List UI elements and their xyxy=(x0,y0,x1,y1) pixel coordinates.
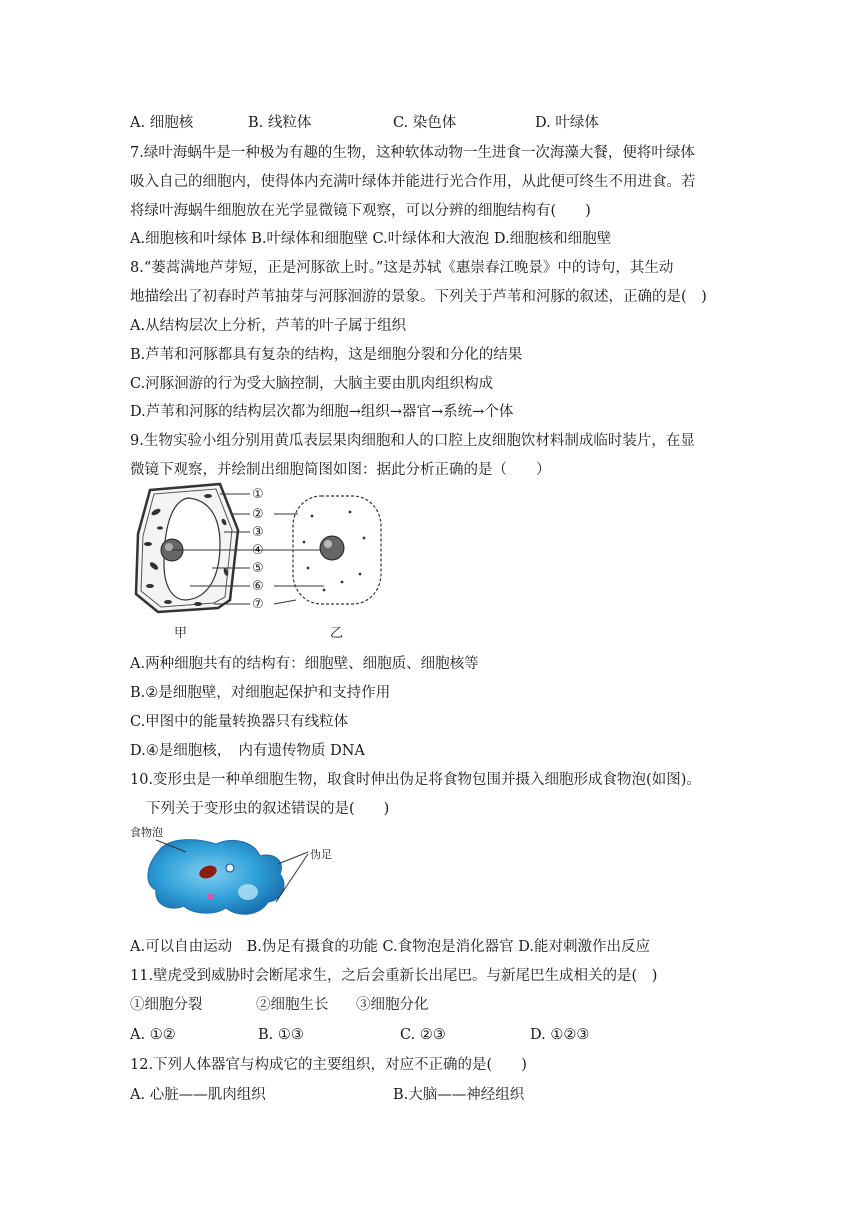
q7-stem-line-2: 吸入自己的细胞内，使得体内充满叶绿体并能进行光合作用，从此便可终生不用进食。若 xyxy=(130,174,696,190)
q12-option-a: A. 心脏——肌肉组织 xyxy=(130,1087,266,1103)
diagram-label-5: ⑤ xyxy=(252,561,264,576)
q6-option-d: D. 叶绿体 xyxy=(535,115,599,131)
amoeba-figure xyxy=(128,822,358,922)
q8-option-a: A.从结构层次上分析，芦苇的叶子属于组织 xyxy=(130,318,407,334)
q8-option-b: B.芦苇和河豚都具有复杂的结构，这是细胞分裂和分化的结果 xyxy=(130,347,523,363)
caption-left: 甲 xyxy=(174,626,188,641)
diagram-label-3: ③ xyxy=(252,525,264,540)
q10-stem-line-1: 10.变形虫是一种单细胞生物，取食时伸出伪足将食物包围并摄入细胞形成食物泡(如图)。 xyxy=(130,772,701,788)
diagram-label-7: ⑦ xyxy=(252,597,264,612)
q11-option-b: B. ①③ xyxy=(258,1027,304,1043)
q9-option-b: B.②是细胞壁，对细胞起保护和支持作用 xyxy=(130,685,391,701)
q11-option-a: A. ①② xyxy=(130,1027,176,1043)
q11-choice-2: ②细胞生长 xyxy=(256,997,329,1013)
q9-option-a: A.两种细胞共有的结构有：细胞壁、细胞质、细胞核等 xyxy=(130,656,479,672)
caption-right: 乙 xyxy=(330,626,344,641)
q11-option-d: D. ①②③ xyxy=(530,1027,590,1043)
diagram-label-2: ② xyxy=(252,507,264,522)
q12-stem: 12.下列人体器官与构成它的主要组织，对应不正确的是( ) xyxy=(130,1057,527,1073)
cell-diagram xyxy=(128,482,398,642)
q6-option-b: B. 线粒体 xyxy=(248,115,312,131)
q11-option-c: C. ②③ xyxy=(400,1027,446,1043)
q8-stem-line-1: 8.“蒌蒿满地芦芽短，正是河豚欲上时。”这是苏轼《惠崇春江晚景》中的诗句，其生动 xyxy=(130,260,674,276)
q7-stem-line-3: 将绿叶海蜗牛细胞放在光学显微镜下观察，可以分辨的细胞结构有( ) xyxy=(130,203,591,219)
q9-option-d: D.④是细胞核， 内有遗传物质 DNA xyxy=(130,743,365,759)
q8-stem-line-2: 地描绘出了初春时芦苇抽芽与河豚洄游的景象。下列关于芦苇和河豚的叙述，正确的是( ) xyxy=(130,289,707,305)
q11-choice-1: ①细胞分裂 xyxy=(130,997,203,1013)
q8-option-c: C.河豚洄游的行为受大脑控制，大脑主要由肌肉组织构成 xyxy=(130,376,494,392)
plant-cell xyxy=(136,484,238,612)
q11-choice-3: ③细胞分化 xyxy=(356,997,429,1013)
label-food-vacuole: 食物泡 xyxy=(130,826,163,839)
q9-stem-line-2: 微镜下观察，并绘制出细胞简图如图：据此分析正确的是（ ） xyxy=(130,462,551,478)
q9-stem-line-1: 9.生物实验小组分别用黄瓜表层果肉细胞和人的口腔上皮细胞饮材料制成临时装片，在显 xyxy=(130,433,695,449)
q7-options: A.细胞核和叶绿体 B.叶绿体和细胞壁 C.叶绿体和大液泡 D.细胞核和细胞壁 xyxy=(130,231,612,247)
q7-stem-line-1: 7.绿叶海蜗牛是一种极为有趣的生物，这种软体动物一生进食一次海藻大餐，便将叶绿体 xyxy=(130,145,695,161)
q12-option-b: B.大脑——神经组织 xyxy=(393,1087,525,1103)
diagram-label-6: ⑥ xyxy=(252,579,264,594)
q10-stem-line-2: 下列关于变形虫的叙述错误的是( ) xyxy=(146,801,390,817)
q8-option-d: D.芦苇和河豚的结构层次都为细胞→组织→器官→系统→个体 xyxy=(130,404,514,420)
diagram-label-4: ④ xyxy=(252,543,264,558)
q10-options: A.可以自由运动 B.伪足有摄食的功能 C.食物泡是消化器官 D.能对刺激作出反应 xyxy=(130,939,650,955)
q11-stem: 11.壁虎受到威胁时会断尾求生，之后会重新长出尾巴。与新尾巴生成相关的是( ) xyxy=(130,968,658,984)
q6-option-c: C. 染色体 xyxy=(393,115,457,131)
label-pseudopod: 伪足 xyxy=(310,848,332,861)
q6-option-a: A. 细胞核 xyxy=(130,115,194,131)
diagram-label-1: ① xyxy=(252,487,264,502)
q9-option-c: C.甲图中的能量转换器只有线粒体 xyxy=(130,714,349,730)
